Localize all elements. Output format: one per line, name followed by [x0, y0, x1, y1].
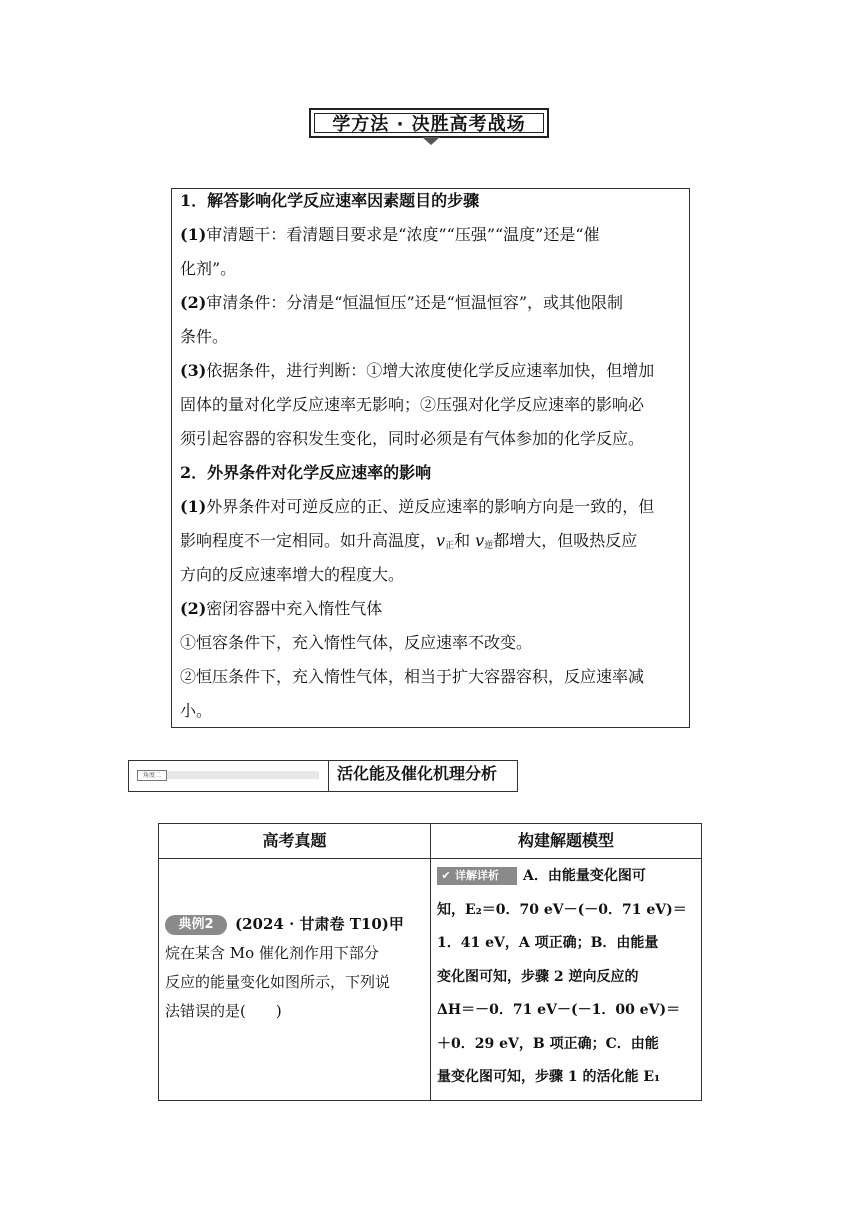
example-table: [158, 823, 702, 1101]
solution-cell: [437, 860, 699, 1095]
solution-line: 1．41 eV，A 项正确；B．由能量: [437, 935, 659, 951]
table-header-left: 高考真题: [262, 831, 327, 850]
solution-line: 知，E₂＝0．70 eV－(－0．71 eV)＝: [437, 901, 687, 918]
summary-line: ①恒容条件下，充入惰性气体，反应速率不改变。: [180, 633, 533, 652]
summary-line: 须引起容器的容积发生变化，同时必须是有气体参加的化学反应。: [180, 429, 645, 448]
solution-line: 量变化图可知，步骤 1 的活化能 E₁: [437, 1069, 661, 1085]
check-icon: ✔: [441, 869, 451, 882]
table-header-right: 构建解题模型: [517, 831, 614, 850]
summary-line: (2)密闭容器中充入惰性气体: [180, 599, 383, 618]
summary-line: 固体的量对化学反应速率无影响；②压强对化学反应速率的影响必: [180, 395, 645, 414]
solution-line: ΔH＝－0．71 eV－(－1．00 eV)＝: [437, 1002, 681, 1018]
summary-line: 条件。: [180, 327, 229, 346]
question-cell: [165, 910, 427, 1026]
table-column-divider: [430, 824, 431, 1100]
section-title: 活化能及催化机理分析: [337, 764, 498, 783]
section-tag: 角度二: [137, 770, 167, 781]
summary-heading-2: 2．外界条件对化学反应速率的影响: [180, 463, 432, 482]
solution-line: ＋0．29 eV，B 项正确；C．由能: [437, 1035, 659, 1052]
summary-line: (2)审清条件：分清是“恒温恒压”还是“恒温恒容”，或其他限制: [180, 293, 624, 312]
detail-tag: ✔ 详解详析: [437, 867, 517, 885]
summary-line: (3)依据条件，进行判断：①增大浓度使化学反应速率加快，但增加: [180, 361, 655, 380]
summary-line: 化剂”。: [180, 259, 237, 278]
question-line: 烷在某含 Mo 催化剂作用下部分: [165, 944, 379, 962]
solution-line: 变化图可知，步骤 2 逆向反应的: [437, 968, 639, 985]
summary-line: (1)外界条件对可逆反应的正、逆反应速率的影响方向是一致的，但: [180, 497, 655, 516]
section-header: [128, 760, 518, 792]
question-line: 反应的能量变化如图所示，下列说: [165, 973, 391, 991]
summary-line: ②恒压条件下，充入惰性气体，相当于扩大容器容积，反应速率减: [180, 667, 645, 686]
summary-line: (1)审清题干：看清题目要求是“浓度”“压强”“温度”还是“催: [180, 225, 600, 244]
section-bar: [167, 771, 319, 779]
question-line: 典例2 (2024 · 甘肃卷 T10)甲: [165, 910, 427, 939]
banner-title: 学方法 · 决胜高考战场: [332, 114, 526, 135]
question-line: 法错误的是( ): [165, 1002, 282, 1020]
section-label-cell: [129, 761, 329, 791]
table-row-divider: [159, 858, 701, 859]
example-badge: 典例2: [165, 915, 227, 935]
solution-line: ✔ 详解详析 A．由能量变化图可: [437, 860, 699, 894]
summary-heading-1: 1．解答影响化学反应速率因素题目的步骤: [180, 191, 480, 210]
summary-line: 方向的反应速率增大的程度大。: [180, 565, 405, 584]
summary-box: [171, 188, 690, 728]
banner-arrow-icon: [422, 137, 440, 145]
summary-line-rate: 影响程度不一定相同。如升高温度，$v_正$和 $v_逆$都增大，但吸热反应: [180, 531, 638, 551]
summary-line: 小。: [180, 701, 213, 720]
section-banner: [309, 108, 549, 138]
